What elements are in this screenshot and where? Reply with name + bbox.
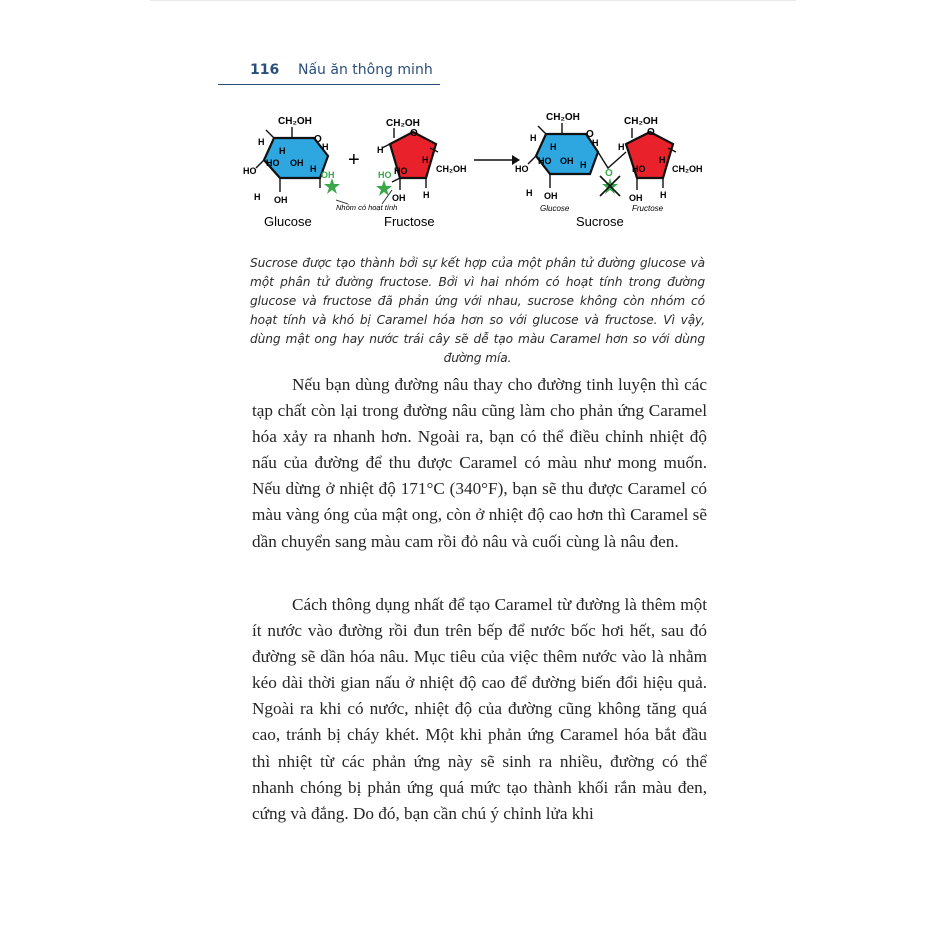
running-header bbox=[218, 58, 440, 85]
sucrose-glucose-oh: OH bbox=[560, 156, 574, 166]
sucrose-sub-fructose: Fructose bbox=[632, 204, 664, 213]
glucose-h-bottom-left: H bbox=[254, 192, 261, 202]
fructose-h-left: H bbox=[377, 145, 384, 155]
glucose-reactive-star-icon bbox=[324, 178, 340, 194]
fructose-ring-o: O bbox=[410, 128, 418, 139]
fructose-oh-bottom: OH bbox=[392, 193, 406, 203]
sucrose-glucose-h2: H bbox=[550, 142, 557, 152]
fructose-molecule bbox=[376, 118, 467, 229]
sucrose-fructose-h2: H bbox=[659, 155, 666, 165]
page-top-edge bbox=[150, 0, 796, 1]
sucrose-glucose-h3: H bbox=[592, 138, 599, 148]
sucrose-bridge-o: O bbox=[605, 168, 613, 179]
sucrose-glucose-ch2oh: CH₂OH bbox=[546, 112, 580, 123]
fructose-reactive-ho: HO bbox=[378, 170, 392, 180]
sucrose-glucose-ring-o: O bbox=[586, 129, 594, 140]
fructose-h-bottom: H bbox=[423, 190, 430, 200]
glucose-h-inner-lower: H bbox=[310, 164, 317, 174]
sucrose-formation-diagram bbox=[240, 108, 710, 240]
sucrose-glucose-h4: H bbox=[580, 160, 587, 170]
page-number: 116 bbox=[250, 62, 280, 78]
glucose-oh-left: HO bbox=[266, 158, 280, 168]
fructose-ch2oh: CH₂OH bbox=[386, 118, 420, 129]
sucrose-fructose-ring-o: O bbox=[647, 127, 655, 138]
glucose-reactive-oh: OH bbox=[321, 170, 335, 180]
chapter-title: Nấu ăn thông minh bbox=[298, 62, 433, 78]
reactive-group-note: Nhóm có hoạt tính bbox=[336, 203, 398, 212]
sucrose-glucose-ring bbox=[536, 134, 598, 174]
fructose-ho-inner: HO bbox=[394, 166, 408, 176]
glucose-h-inner-upper: H bbox=[279, 146, 286, 156]
glucose-ch2oh: CH₂OH bbox=[278, 116, 312, 127]
glucose-label: Glucose bbox=[264, 214, 312, 229]
glucose-h-right: H bbox=[322, 142, 329, 152]
body-paragraph-2: Cách thông dụng nhất để tạo Caramel từ đường là thêm một ít nước vào đường rồi đun trên bếp để nước bốc hơi hết, sau đó đường sẽ dần hóa nâu. Mục tiêu của việc thêm nước vào là nhằm kéo dài thời gian nấu ở nhiệt độ cao để đường biến đổi hiệu quả. Ngoài ra khi có nước, nhiệt độ của đường cũng không tăng quá cao, tránh bị cháy khét. Một khi phản ứng Caramel hóa bắt đầu thì nhiệt từ các phản ứng này sẽ sinh ra nhiều, đường có thể nhanh chóng bị phản ứng quá mức tạo thành khối rắn màu đen, cứng và đắng. Do đó, bạn cần chú ý chỉnh lửa khi bbox=[252, 595, 707, 823]
sucrose-glucose-ho1: HO bbox=[538, 156, 552, 166]
sucrose-fructose-h3: H bbox=[660, 190, 667, 200]
sucrose-glucose-oh-bottom: OH bbox=[544, 191, 558, 201]
body-paragraph-1: Nếu bạn dùng đường nâu thay cho đường tinh luyện thì các tạp chất còn lại trong đường nâu cũng làm cho phản ứng Caramel hóa xảy ra nhanh hơn. Ngoài ra, bạn có thể điều chỉnh nhiệt độ nấu của đường để thu được Caramel có màu như mong muốn. Nếu dừng ở nhiệt độ 171°C (340°F), bạn sẽ thu được Caramel có màu vàng óng của mật ong, còn ở nhiệt độ cao hơn thì Caramel sẽ dần chuyển sang màu cam rồi đỏ nâu và cuối cùng là nâu đen. bbox=[252, 375, 707, 551]
figure-caption: Sucrose được tạo thành bởi sự kết hợp của một phân tử đường glucose và một phân tử đường fructose. Bởi vì hai nhóm có hoạt tính trong đường glucose và fructose đã phản ứng với nhau, sucrose không còn nhóm có hoạt tính và khó bị Caramel hóa hơn so với glucose và fructose. Vì vậy, dùng mật ong hay nước trái cây sẽ dễ tạo màu Caramel hơn so với dùng đường mía. bbox=[250, 256, 705, 365]
glucose-ho-left-lower: HO bbox=[243, 166, 257, 176]
sucrose-glucose-h1: H bbox=[530, 133, 537, 143]
glucose-h-top-left: H bbox=[258, 137, 265, 147]
sucrose-fructose-h1: H bbox=[618, 142, 625, 152]
glucose-ring-o: O bbox=[314, 134, 322, 145]
plus-sign: + bbox=[348, 149, 360, 171]
sucrose-label: Sucrose bbox=[576, 214, 624, 229]
sucrose-glucose-ho2: HO bbox=[515, 164, 529, 174]
sucrose-glucose-h5: H bbox=[526, 188, 533, 198]
sucrose-molecule bbox=[515, 112, 703, 229]
fructose-h-right: H bbox=[422, 155, 429, 165]
sucrose-fructose-ch2oh: CH₂OH bbox=[624, 116, 658, 127]
glucose-oh-inner: OH bbox=[290, 158, 304, 168]
sucrose-fructose-ch2oh-right: CH₂OH bbox=[672, 164, 703, 174]
sucrose-sub-glucose: Glucose bbox=[540, 204, 570, 213]
fructose-label: Fructose bbox=[384, 214, 435, 229]
fructose-ch2oh-right: CH₂OH bbox=[436, 164, 467, 174]
glucose-molecule bbox=[243, 116, 340, 229]
sucrose-fructose-ho: HO bbox=[632, 164, 646, 174]
glucose-oh-bottom: OH bbox=[274, 195, 288, 205]
sucrose-fructose-oh: OH bbox=[629, 193, 643, 203]
reaction-arrow-icon bbox=[474, 155, 520, 165]
